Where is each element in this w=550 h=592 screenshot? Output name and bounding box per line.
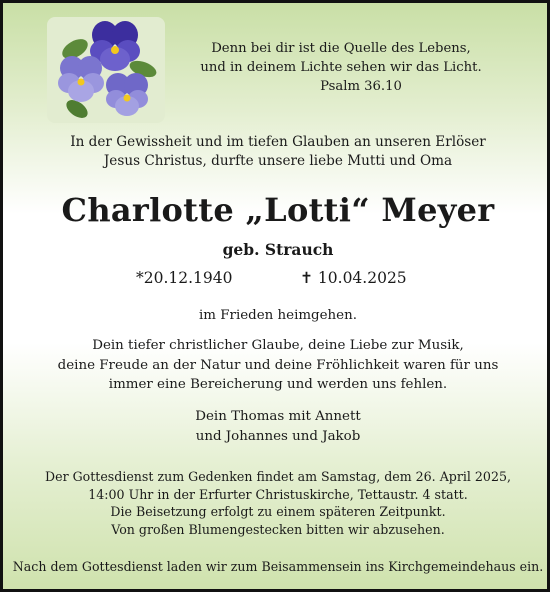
reception-note: Nach dem Gottesdienst laden wir zum Beisammensein ins Kirchgemeindehaus ein. [12, 559, 544, 574]
intro-text: In der Gewissheit und im tiefen Glauben an unseren Erlöser Jesus Christus, durfte unsere liebe Mutti und Oma [70, 134, 486, 169]
psalm-line: Denn bei dir ist die Quelle des Lebens, [211, 41, 471, 56]
deceased-name: Charlotte „Lotti“ Meyer [61, 191, 495, 229]
psalm-reference: Psalm 36.10 [320, 79, 402, 94]
psalm-line: und in deinem Lichte sehen wir das Licht. [200, 60, 482, 75]
service-info: Der Gottesdienst zum Gedenken findet am Samstag, dem 26. April 2025, 14:00 Uhr in der Erfurter Christuskirche, Tettaustr. 4 statt. Die Beisetzung erfolgt zu einem späteren Zeitpunkt. Von großen Blumengestecken bitten wir abzusehen. [45, 469, 511, 537]
tribute-text: Dein tiefer christlicher Glaube, deine Liebe zur Musik, deine Freude an der Natur und deine Fröhlichkeit waren für uns immer eine Bereicherung und werden uns fehlen. [57, 338, 499, 392]
birth-date: *20.12.1940 [136, 269, 233, 287]
passing-text: im Frieden heimgehen. [199, 308, 357, 323]
mourners: Dein Thomas mit Annett und Johannes und Jakob [195, 409, 361, 444]
pansy-flowers-icon [47, 17, 165, 123]
psalm-quote [171, 39, 511, 96]
death-date: ✝ 10.04.2025 [300, 269, 407, 287]
birth-name: geb. Strauch [222, 240, 334, 259]
